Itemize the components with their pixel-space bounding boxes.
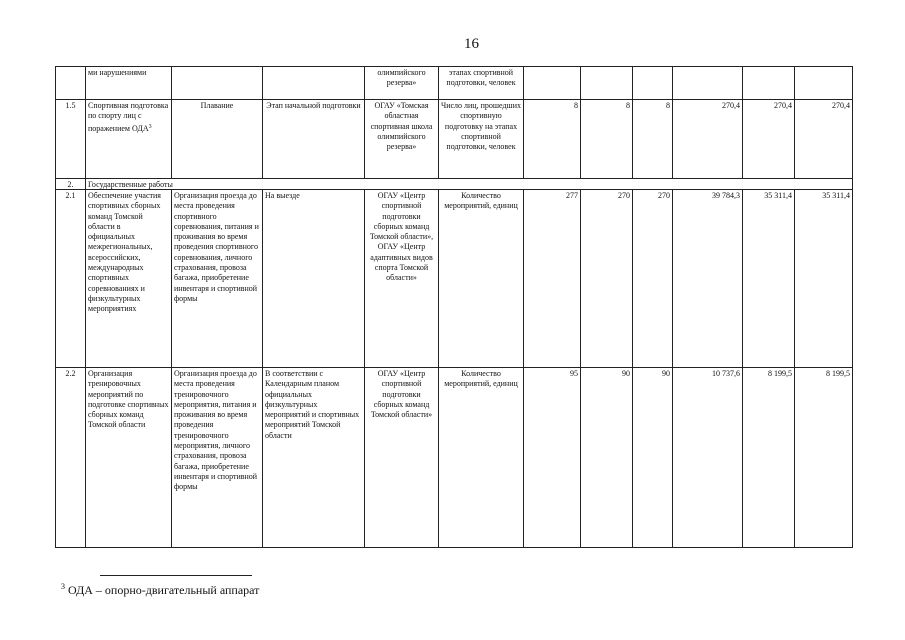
program-table [55,66,853,548]
footnote-mark: 3 [61,582,65,591]
cell-volume-2: 270 [581,190,633,368]
cell-volume-1: 95 [524,368,581,548]
cell-money-3: 270,4 [795,100,853,179]
footnote [61,582,259,598]
cell-indicator: Количество мероприятий, единиц [439,190,524,368]
cell-num: 2. [56,179,86,190]
cell-content [172,67,263,100]
table-row [56,67,853,100]
cell-money-2: 8 199,5 [743,368,795,548]
cell-organization: ОГАУ «Центр спортивной подготовки сборных команд Томской области» [365,368,439,548]
cell-content: Организация проезда до места проведения спортивного соревнования, питания и проживания во время проведения спортивного соревнования, личного страхования, провоза багажа, приобретение инвентаря и спортивной формы [172,190,263,368]
cell-volume-2: 8 [581,100,633,179]
cell-indicator: Число лиц, прошедших спортивную подготовку на этапах спортивной подготовки, человек [439,100,524,179]
cell-indicator: этапах спортивной подготовки, человек [439,67,524,100]
cell-name: ми нарушениями [86,67,172,100]
cell-volume-1: 8 [524,100,581,179]
cell-organization: ОГАУ «Томская областная спортивная школа олимпийского резерва» [365,100,439,179]
cell-volume-3 [633,67,673,100]
cell-money-3: 8 199,5 [795,368,853,548]
cell-volume-3: 270 [633,190,673,368]
cell-volume-3: 90 [633,368,673,548]
footnote-text: ОДА – опорно-двигательный аппарат [68,583,260,597]
cell-conditions: На выезде [263,190,365,368]
cell-num: 2.1 [56,190,86,368]
cell-conditions [263,67,365,100]
cell-money-1: 39 784,3 [673,190,743,368]
cell-organization: олимпийского резерва» [365,67,439,100]
cell-name-text: Спортивная подготовка по спорту лиц с поражением ОДА [88,101,169,133]
cell-volume-2: 90 [581,368,633,548]
footnote-separator [100,575,252,576]
section-title: Государственные работы [86,179,853,190]
cell-money-2: 270,4 [743,100,795,179]
cell-money-1 [673,67,743,100]
cell-money-3 [795,67,853,100]
cell-volume-1 [524,67,581,100]
cell-money-2 [743,67,795,100]
cell-num: 1.5 [56,100,86,179]
footnote-ref: 3 [148,123,152,130]
cell-volume-1: 277 [524,190,581,368]
cell-organization: ОГАУ «Центр спортивной подготовки сборных команд Томской области», ОГАУ «Центр адаптивных видов спорта Томской области» [365,190,439,368]
cell-money-3: 35 311,4 [795,190,853,368]
cell-conditions: Этап начальной подготовки [263,100,365,179]
page-number: 16 [464,36,479,52]
cell-indicator: Количество мероприятий, единиц [439,368,524,548]
cell-content: Организация проезда до места проведения тренировочного мероприятия, питания и проживания во время проведения тренировочного мероприятия, личного страхования, провоза багажа, приобретение инвентаря и спортивной формы [172,368,263,548]
cell-name [86,100,172,179]
table-row [56,100,853,179]
table-row [56,368,853,548]
cell-name: Организация тренировочных мероприятий по подготовке спортивных сборных команд Томской области [86,368,172,548]
cell-name: Обеспечение участия спортивных сборных команд Томской области в официальных межрегиональных, всероссийских, международных спортивных соревнованиях и физкультурных мероприятиях [86,190,172,368]
cell-money-1: 270,4 [673,100,743,179]
section-row [56,179,853,190]
cell-conditions: В соответствии с Календарным планом официальных физкультурных мероприятий и спортивных мероприятий Томской области [263,368,365,548]
cell-volume-2 [581,67,633,100]
table-row [56,190,853,368]
cell-volume-3: 8 [633,100,673,179]
cell-num [56,67,86,100]
cell-num: 2.2 [56,368,86,548]
cell-content: Плавание [172,100,263,179]
cell-money-2: 35 311,4 [743,190,795,368]
cell-money-1: 10 737,6 [673,368,743,548]
